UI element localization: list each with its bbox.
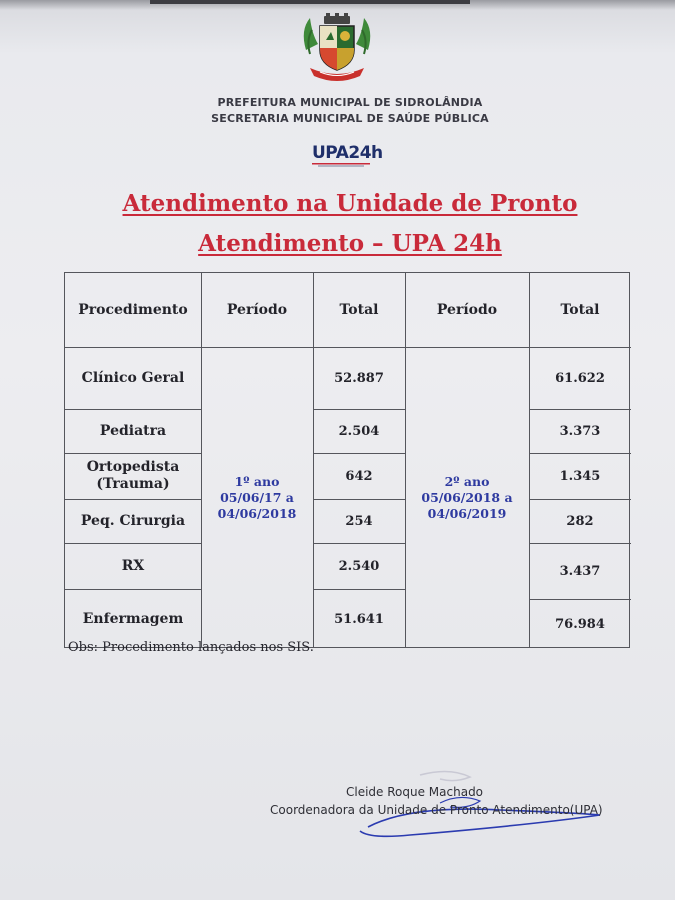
total-2-enfermagem: 76.984 (555, 616, 605, 632)
total-1-pediatra: 2.504 (338, 423, 380, 439)
org-name-secretaria: SECRETARIA MUNICIPAL DE SAÚDE PÚBLICA (211, 112, 489, 125)
period-2-label: 2º ano (444, 474, 490, 489)
total-2-rx: 3.437 (559, 563, 601, 579)
procedure-enfermagem: Enfermagem (82, 610, 184, 627)
upa-24h-logo (312, 143, 384, 173)
procedure-peq-cirurgia: Peq. Cirurgia (80, 512, 186, 529)
procedure-rx: RX (121, 557, 145, 574)
procedure-ortopedista: Ortopedista (Trauma) (86, 459, 180, 492)
signatory-name: Cleide Roque Machado (346, 785, 484, 799)
header-periodo-2: Período (436, 302, 498, 318)
total-2-clinico-geral: 61.622 (555, 370, 605, 386)
header-total-1: Total (339, 302, 379, 318)
procedure-clinico-geral: Clínico Geral (81, 369, 185, 386)
total-2-pediatra: 3.373 (559, 423, 601, 439)
header-procedimento: Procedimento (78, 302, 188, 318)
total-1-clinico-geral: 52.887 (334, 370, 384, 386)
document-title-line1: Atendimento na Unidade de Pronto (122, 190, 578, 217)
period-2-start: 05/06/2018 a (421, 490, 513, 505)
procedures-table (64, 272, 630, 648)
total-1-rx: 2.540 (338, 558, 380, 574)
page-top-edge (150, 0, 470, 4)
procedure-pediatra: Pediatra (99, 422, 167, 439)
header-total-2: Total (560, 302, 600, 318)
period-1-end: 04/06/2018 (217, 506, 297, 521)
period-1-cell (201, 347, 313, 649)
total-2-peq-cirurgia: 282 (566, 513, 594, 529)
org-name-prefeitura: PREFEITURA MUNICIPAL DE SIDROLÂNDIA (217, 96, 483, 109)
period-2-cell (405, 347, 529, 649)
header-periodo-1: Período (226, 302, 288, 318)
period-1-label: 1º ano (234, 474, 280, 489)
period-2-end: 04/06/2019 (427, 506, 507, 521)
total-1-enfermagem: 51.641 (334, 611, 384, 627)
period-1-start: 05/06/17 a (220, 490, 294, 505)
upa-logo-text: UPA24h (312, 143, 383, 163)
observation-note: Obs: Procedimento lançados nos SIS. (68, 640, 314, 655)
document-title-line2: Atendimento – UPA 24h (198, 230, 502, 257)
total-1-peq-cirurgia: 254 (345, 513, 373, 529)
total-1-ortopedista: 642 (345, 468, 373, 484)
total-2-ortopedista: 1.345 (559, 468, 601, 484)
coat-of-arms-icon (296, 10, 378, 84)
signatory-role: Coordenadora da Unidade de Pronto Atendimento(UPA) (270, 803, 603, 817)
